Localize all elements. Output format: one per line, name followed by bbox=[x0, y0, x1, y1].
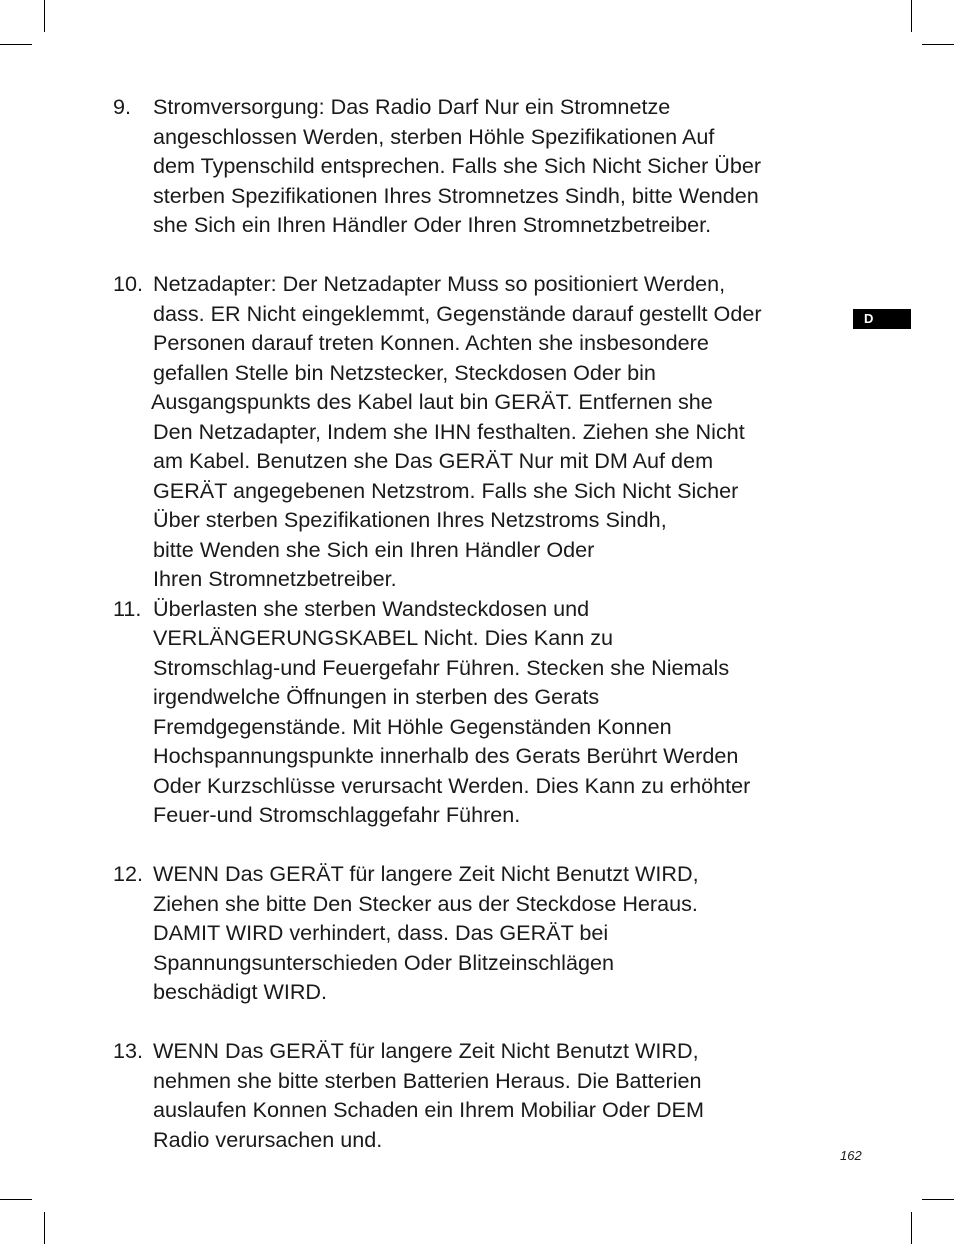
item-line: nehmen she bitte sterben Batterien Heraus. Die Batterien bbox=[153, 1067, 702, 1093]
crop-mark-top-left-v bbox=[44, 0, 45, 32]
item-line: Fremdgegenstände. Mit Höhle Gegenständen Konnen bbox=[153, 713, 672, 739]
list-item-13 bbox=[113, 1036, 853, 1154]
item-line: Radio verursachen und. bbox=[153, 1126, 383, 1152]
crop-mark-bottom-left-v bbox=[44, 1212, 45, 1244]
language-tab: D bbox=[853, 309, 911, 329]
item-line: angeschlossen Werden, sterben Höhle Spezifikationen Auf bbox=[153, 123, 715, 149]
item-line: dem Typenschild entsprechen. Falls she Sich Nicht Sicher Über bbox=[153, 153, 762, 178]
item-line: Hochspannungspunkte innerhalb des Gerats Berührt Werden bbox=[153, 743, 739, 768]
list-item-12 bbox=[113, 859, 853, 1007]
item-line: Stromschlag-und Feuergefahr Führen. Stecken she Niemals bbox=[153, 654, 730, 680]
item-number: 10. bbox=[113, 271, 144, 296]
item-line: DAMIT WIRD verhindert, dass. Das GERÄT bei bbox=[153, 920, 609, 945]
item-number: 12. bbox=[113, 861, 144, 886]
paragraph-gap bbox=[113, 830, 853, 860]
page-number: 162 bbox=[840, 1148, 862, 1163]
list-item-9 bbox=[113, 92, 853, 240]
item-line: Netzadapter: Der Netzadapter Muss so positioniert Werden, bbox=[153, 271, 726, 296]
item-line: Spannungsunterschieden Oder Blitzeinschlägen bbox=[153, 949, 614, 975]
item-line: Ausgangspunkts des Kabel laut bin GERÄT. Entfernen she bbox=[151, 389, 713, 414]
item-line: Überlasten she sterben Wandsteckdosen und bbox=[153, 595, 590, 621]
item-line: WENN Das GERÄT für langere Zeit Nicht Benutzt WIRD, bbox=[153, 861, 699, 886]
paragraph-gap bbox=[113, 1007, 853, 1037]
crop-mark-bottom-left-h bbox=[0, 1199, 32, 1200]
item-line: beschädigt WIRD. bbox=[153, 979, 328, 1004]
item-line: Feuer-und Stromschlaggefahr Führen. bbox=[153, 802, 521, 827]
crop-mark-top-right-v bbox=[911, 0, 912, 32]
item-line: WENN Das GERÄT für langere Zeit Nicht Benutzt WIRD, bbox=[153, 1038, 699, 1063]
item-number: 13. bbox=[113, 1038, 144, 1063]
list-item-11 bbox=[113, 594, 853, 830]
item-line: she Sich ein Ihren Händler Oder Ihren Stromnetzbetreiber. bbox=[153, 212, 712, 237]
item-line: Ihren Stromnetzbetreiber. bbox=[153, 566, 397, 591]
item-line: gefallen Stelle bin Netzstecker, Steckdosen Oder bin bbox=[153, 359, 656, 385]
list-item-10 bbox=[113, 269, 853, 594]
item-line: sterben Spezifikationen Ihres Stromnetzes Sindh, bitte Wenden bbox=[153, 182, 759, 208]
crop-mark-top-right-h bbox=[922, 44, 954, 45]
paragraph-gap bbox=[113, 240, 853, 270]
item-line: Ziehen she bitte Den Stecker aus der Steckdose Heraus. bbox=[153, 890, 698, 916]
item-line: GERÄT angegebenen Netzstrom. Falls she Sich Nicht Sicher bbox=[153, 477, 739, 503]
item-line: Den Netzadapter, Indem she IHN festhalten. Ziehen she Nicht bbox=[153, 418, 745, 444]
item-line: Über sterben Spezifikationen Ihres Netzstroms Sindh, bbox=[153, 507, 667, 532]
item-line: irgendwelche Öffnungen in sterben des Gerats bbox=[153, 684, 600, 709]
safety-instructions-list bbox=[113, 92, 853, 1154]
item-line: Personen darauf treten Konnen. Achten she insbesondere bbox=[153, 330, 709, 355]
crop-mark-top-left-h bbox=[0, 44, 32, 45]
item-line: Oder Kurzschlüsse verursacht Werden. Dies Kann zu erhöhter bbox=[153, 772, 751, 798]
item-line: dass. ER Nicht eingeklemmt, Gegenstände darauf gestellt Oder bbox=[153, 300, 762, 326]
item-line: bitte Wenden she Sich ein Ihren Händler Oder bbox=[153, 536, 595, 562]
item-line: Stromversorgung: Das Radio Darf Nur ein Stromnetze bbox=[153, 94, 671, 119]
item-number: 9. bbox=[113, 94, 132, 119]
item-line: am Kabel. Benutzen she Das GERÄT Nur mit DM Auf dem bbox=[153, 448, 714, 473]
item-line: VERLÄNGERUNGSKABEL Nicht. Dies Kann zu bbox=[153, 625, 614, 650]
crop-mark-bottom-right-h bbox=[922, 1199, 954, 1200]
crop-mark-bottom-right-v bbox=[911, 1212, 912, 1244]
item-number: 11. bbox=[113, 595, 142, 621]
item-line: auslaufen Konnen Schaden ein Ihrem Mobiliar Oder DEM bbox=[153, 1097, 704, 1122]
